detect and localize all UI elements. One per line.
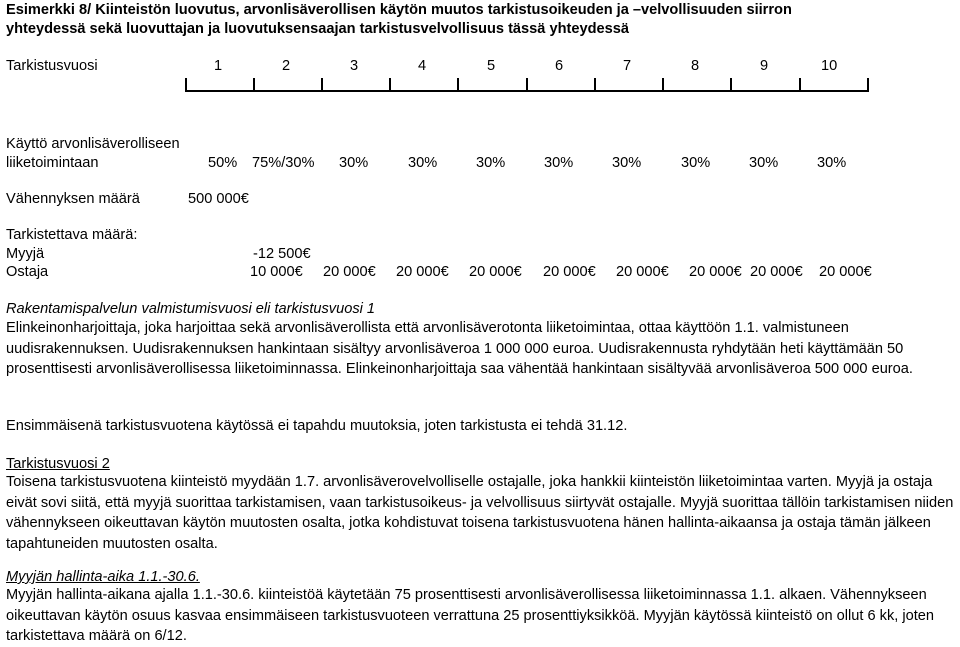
timeline-tick [185,78,187,91]
buyer-value: 20 000€ [323,264,376,280]
section-1-heading: Rakentamispalvelun valmistumisvuosi eli tarkistusvuosi 1 [6,301,376,317]
buyer-value: 20 000€ [819,264,872,280]
usage-value: 50% [208,155,238,171]
timeline-tick [253,78,255,91]
buyer-label: Ostaja [6,264,49,280]
buyer-value: 10 000€ [250,264,303,280]
usage-value: 30% [817,155,847,171]
year-label: 3 [350,58,359,74]
usage-value: 30% [476,155,506,171]
deduction-label: Vähennyksen määrä [6,191,140,207]
usage-label-line-2: liiketoimintaan [6,155,99,171]
section-2-paragraph: Toisena tarkistusvuotena kiinteistö myydään 1.7. arvonlisäverovelvolliselle ostajalle, joka hankkii kiinteistön liiketoimintaa varten. Myyjä ja ostaja eivät sovi siitä, että myyjä suorittaa tarkistamisen, vaan tarkistusoikeus- ja velvollisuus siirtyvät ostajalle. Myyjä suorittaa tällöin tarkistamisen niiden vähennykseen oikeuttavan käytön muutosten osalta, jotka kohdistuvat toisena tarkistusvuotena hänen hallinta-aikaansa ja ostaja tämän jälkeen tapahtuneiden muutosten osalta. [6,474,954,552]
timeline-tick [662,78,664,91]
year-label: 8 [691,58,700,74]
buyer-value: 20 000€ [616,264,669,280]
buyer-value: 20 000€ [689,264,742,280]
year-label: 10 [821,58,838,74]
seller-value: -12 500€ [253,246,311,262]
timeline-tick [389,78,391,91]
seller-label: Myyjä [6,246,45,262]
buyer-value: 20 000€ [543,264,596,280]
timeline-tick [867,78,869,91]
section-2-heading: Tarkistusvuosi 2 [6,456,110,472]
timeline-tick [321,78,323,91]
usage-value: 30% [681,155,711,171]
year-label: 5 [487,58,496,74]
timeline-tick [799,78,801,91]
usage-value: 30% [612,155,642,171]
timeline-tick [730,78,732,91]
document-title-line-2: yhteydessä sekä luovuttajan ja luovutuksensaajan tarkistusvelvollisuus tässä yhteydessä [6,21,629,37]
timeline-tick [457,78,459,91]
usage-label-line-1: Käyttö arvonlisäverolliseen [6,136,180,152]
year-label: 2 [282,58,291,74]
deduction-value: 500 000€ [188,191,249,207]
section-1-paragraph: Elinkeinonharjoittaja, joka harjoittaa sekä arvonlisäverollista että arvonlisäverotonta liiketoimintaa, ottaa käyttöön 1.1. valmistuneen uudisrakennuksen. Uudisrakennuksen hankintaan sisältyy arvonlisäveroa 1 000 000 euroa. Uudisrakennusta ryhdytään heti käyttämään 50 prosenttisesti arvonlisäverollisessa liiketoiminnassa. Elinkeinonharjoittaja saa vähentää hankintaan sisältyvää arvonlisäveroa 500 000 euroa. [6,320,913,378]
year-label: 6 [555,58,564,74]
buyer-value: 20 000€ [396,264,449,280]
year-label: 7 [623,58,632,74]
usage-value: 30% [339,155,369,171]
timeline-tick [526,78,528,91]
usage-value: 30% [544,155,574,171]
year-label: 9 [760,58,769,74]
usage-value: 30% [408,155,438,171]
buyer-value: 20 000€ [750,264,803,280]
section-3-heading: Myyjän hallinta-aika 1.1.-30.6. [6,569,200,585]
section-1-note: Ensimmäisenä tarkistusvuotena käytössä ei tapahdu muutoksia, joten tarkistusta ei tehdä 31.12. [6,418,628,434]
buyer-value: 20 000€ [469,264,522,280]
section-3-paragraph: Myyjän hallinta-aikana ajalla 1.1.-30.6. kiinteistöä käytetään 75 prosenttisesti arvonlisäverollisessa liiketoiminnassa 1.1. alkaen. Vähennykseen oikeuttavan käytön osuus kasvaa ensimmäiseen tarkistusvuoteen verrattuna 25 prosenttiyksikköä. Myyjän käytössä kiinteistö on ollut 6 kk, joten tarkistettava määrä on 6/12. [6,587,934,645]
year-label: 4 [418,58,427,74]
document-title-line-1: Esimerkki 8/ Kiinteistön luovutus, arvonlisäverollisen käytön muutos tarkistusoikeuden ja –velvollisuuden siirron [6,2,792,18]
usage-value: 75%/30% [252,155,315,171]
years-label: Tarkistusvuosi [6,58,98,74]
usage-value: 30% [749,155,779,171]
year-label: 1 [214,58,223,74]
review-label: Tarkistettava määrä: [6,227,138,243]
timeline-tick [594,78,596,91]
